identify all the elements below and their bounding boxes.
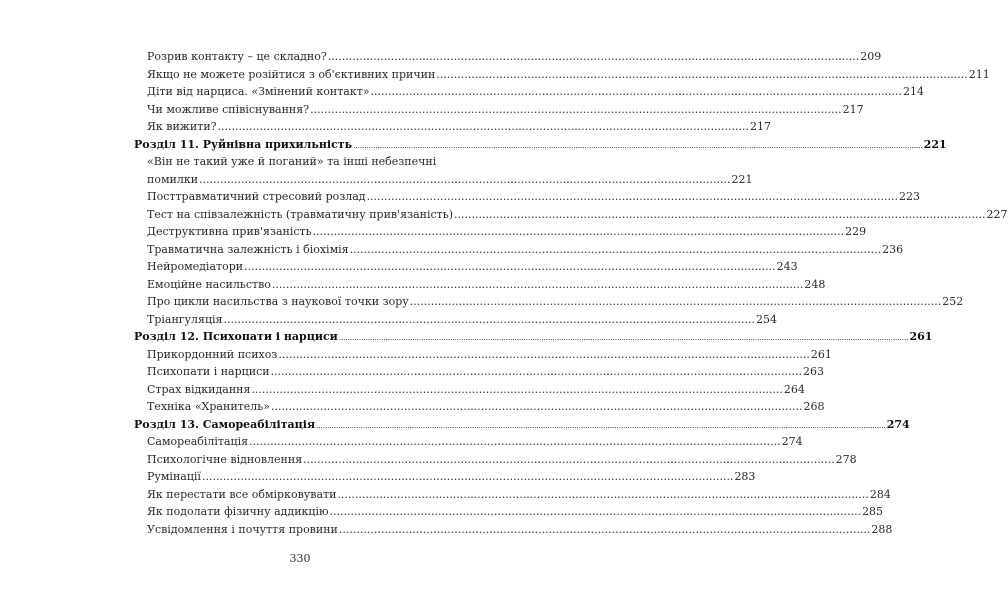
toc-entry-title: Тест на співзалежність (травматичну прив'язаність): [147, 207, 454, 221]
toc-entry: [134, 223, 867, 241]
dot-leader: [202, 468, 733, 486]
dot-leader: [199, 171, 730, 189]
toc-entry-page: 254: [755, 312, 777, 326]
toc-entry-page: 223: [899, 190, 921, 203]
toc-entry-page: 217: [750, 120, 772, 133]
toc-entry-title: Як подолати фізичну аддикцію: [147, 505, 329, 518]
toc-entry: [134, 276, 826, 294]
dot-leader: [328, 48, 859, 66]
dot-leader: [454, 206, 985, 224]
dot-leader: [251, 381, 782, 399]
toc-entry: [134, 153, 467, 171]
toc-entry-title: Якщо не можете розійтися з об'єктивних причин: [147, 67, 436, 81]
toc-entry-title: Розділ 11. Руйнівна прихильність: [134, 137, 353, 151]
toc-entry: [134, 101, 864, 119]
toc-entry-title: Усвідомлення і почуття провини: [147, 522, 338, 536]
toc-entry: [134, 398, 825, 416]
page-number: 330: [289, 552, 311, 565]
toc-entry-title: Тріангуляція: [147, 312, 223, 326]
toc-entry-page: 243: [776, 260, 798, 273]
toc-entry-page: 236: [882, 242, 904, 256]
toc-entry-page: 214: [903, 85, 925, 98]
toc-entry-title: Посттравматичний стресовий розлад: [147, 190, 366, 203]
toc-entry: [134, 311, 777, 329]
dot-leader: [249, 433, 780, 451]
toc-entry-title: Самореабілітація: [147, 435, 249, 448]
toc-entry: [134, 171, 753, 189]
toc-entry-title: Розрив контакту – це складно?: [147, 50, 327, 63]
toc-entry-page: 263: [803, 365, 825, 378]
toc-entry-page: 221: [923, 137, 947, 151]
toc-entry-page: 227: [986, 207, 1008, 221]
toc-entry-title: Нейромедіатори: [147, 260, 244, 273]
toc-entry: [134, 363, 825, 381]
toc-entry: [134, 66, 990, 84]
toc-entry: [134, 188, 921, 206]
toc-entry: [134, 433, 803, 451]
dot-leader: [330, 503, 861, 521]
toc-entry: [134, 118, 772, 136]
dot-leader: [367, 188, 898, 206]
toc-entry: [134, 48, 882, 66]
toc-entry-title: Психологічне відновлення: [147, 452, 303, 466]
toc-entry-title: Розділ 12. Психопати і нарциси: [134, 330, 338, 343]
toc-entry-title: Діти від нарциса. «Змінений контакт»: [147, 85, 370, 98]
toc-entry-page: 261: [810, 347, 832, 361]
toc-entry-title: Чи можливе співіснування?: [147, 102, 310, 116]
toc-entry-title: Прикордонний психоз: [147, 347, 278, 361]
toc-entry-title: «Він не такий уже й поганий» та інші небезпечні: [147, 155, 437, 168]
toc-entry-title: Емоційне насильство: [147, 277, 271, 291]
dot-leader: [436, 66, 967, 84]
dot-leader: [303, 451, 834, 469]
toc-entry: [134, 381, 805, 399]
dot-leader: [271, 398, 802, 416]
dot-leader: [271, 363, 802, 381]
toc-entry-page: 221: [731, 172, 753, 186]
toc-entry-page: 209: [860, 50, 882, 63]
toc-entry-page: 274: [781, 435, 803, 448]
toc-entry: [134, 258, 798, 276]
toc-entry-page: 248: [804, 277, 826, 291]
toc-entry-page: 217: [842, 102, 864, 116]
dot-leader: [244, 258, 775, 276]
toc-entry-title: Страх відкидання: [147, 382, 251, 396]
toc-entry-page: 252: [942, 295, 964, 308]
toc-entry: [134, 206, 1008, 224]
toc-entry-title: Розділ 13. Самореабілітація: [134, 417, 316, 431]
toc-entry-title: помилки: [147, 172, 199, 186]
toc-entry-title: Про цикли насильства з наукової точки зору: [147, 295, 409, 308]
toc-entry-page: 211: [968, 67, 990, 81]
toc-entry-page: 283: [734, 470, 756, 483]
toc-entry-page: 288: [871, 522, 893, 536]
table-of-contents: [134, 48, 1008, 538]
toc-chapter-entry: [134, 416, 910, 434]
dot-leader: [350, 241, 881, 259]
dot-leader: [278, 346, 809, 364]
toc-entry-title: Як перестати все обмірковувати: [147, 487, 337, 501]
toc-chapter-entry: [134, 328, 933, 346]
toc-entry-title: Техніка «Хранитель»: [147, 400, 270, 413]
toc-entry-page: 268: [803, 400, 825, 413]
toc-entry-title: Психопати і нарциси: [147, 365, 270, 378]
toc-entry: [134, 451, 857, 469]
dot-leader: [310, 101, 841, 119]
toc-chapter-entry: [134, 136, 947, 154]
toc-entry-title: Деструктивна прив'язаність: [147, 225, 312, 238]
dot-leader: [371, 83, 902, 101]
dot-leader: [337, 486, 868, 504]
toc-entry-page: 261: [909, 330, 933, 343]
dot-leader: [223, 311, 754, 329]
toc-entry: [134, 521, 893, 539]
dot-leader: [353, 136, 923, 156]
dot-leader: [339, 521, 870, 539]
toc-entry: [134, 293, 964, 311]
dot-leader: [272, 276, 803, 294]
toc-entry: [134, 83, 925, 101]
toc-entry-title: Як вижити?: [147, 120, 217, 133]
toc-entry-title: Румінації: [147, 470, 201, 483]
toc-entry: [134, 346, 832, 364]
toc-entry-title: Травматична залежність і біохімія: [147, 242, 349, 256]
toc-entry-page: 229: [845, 225, 867, 238]
dot-leader: [313, 223, 844, 241]
toc-entry: [134, 468, 756, 486]
toc-entry: [134, 503, 884, 521]
toc-entry: [134, 241, 904, 259]
toc-entry-page: 278: [835, 452, 857, 466]
dot-leader: [218, 118, 749, 136]
dot-leader: [410, 293, 941, 311]
toc-entry-page: 285: [862, 505, 884, 518]
toc-entry-page: 264: [783, 382, 805, 396]
toc-entry: [134, 486, 891, 504]
toc-entry-page: 284: [869, 487, 891, 501]
toc-entry-page: 274: [886, 417, 910, 431]
